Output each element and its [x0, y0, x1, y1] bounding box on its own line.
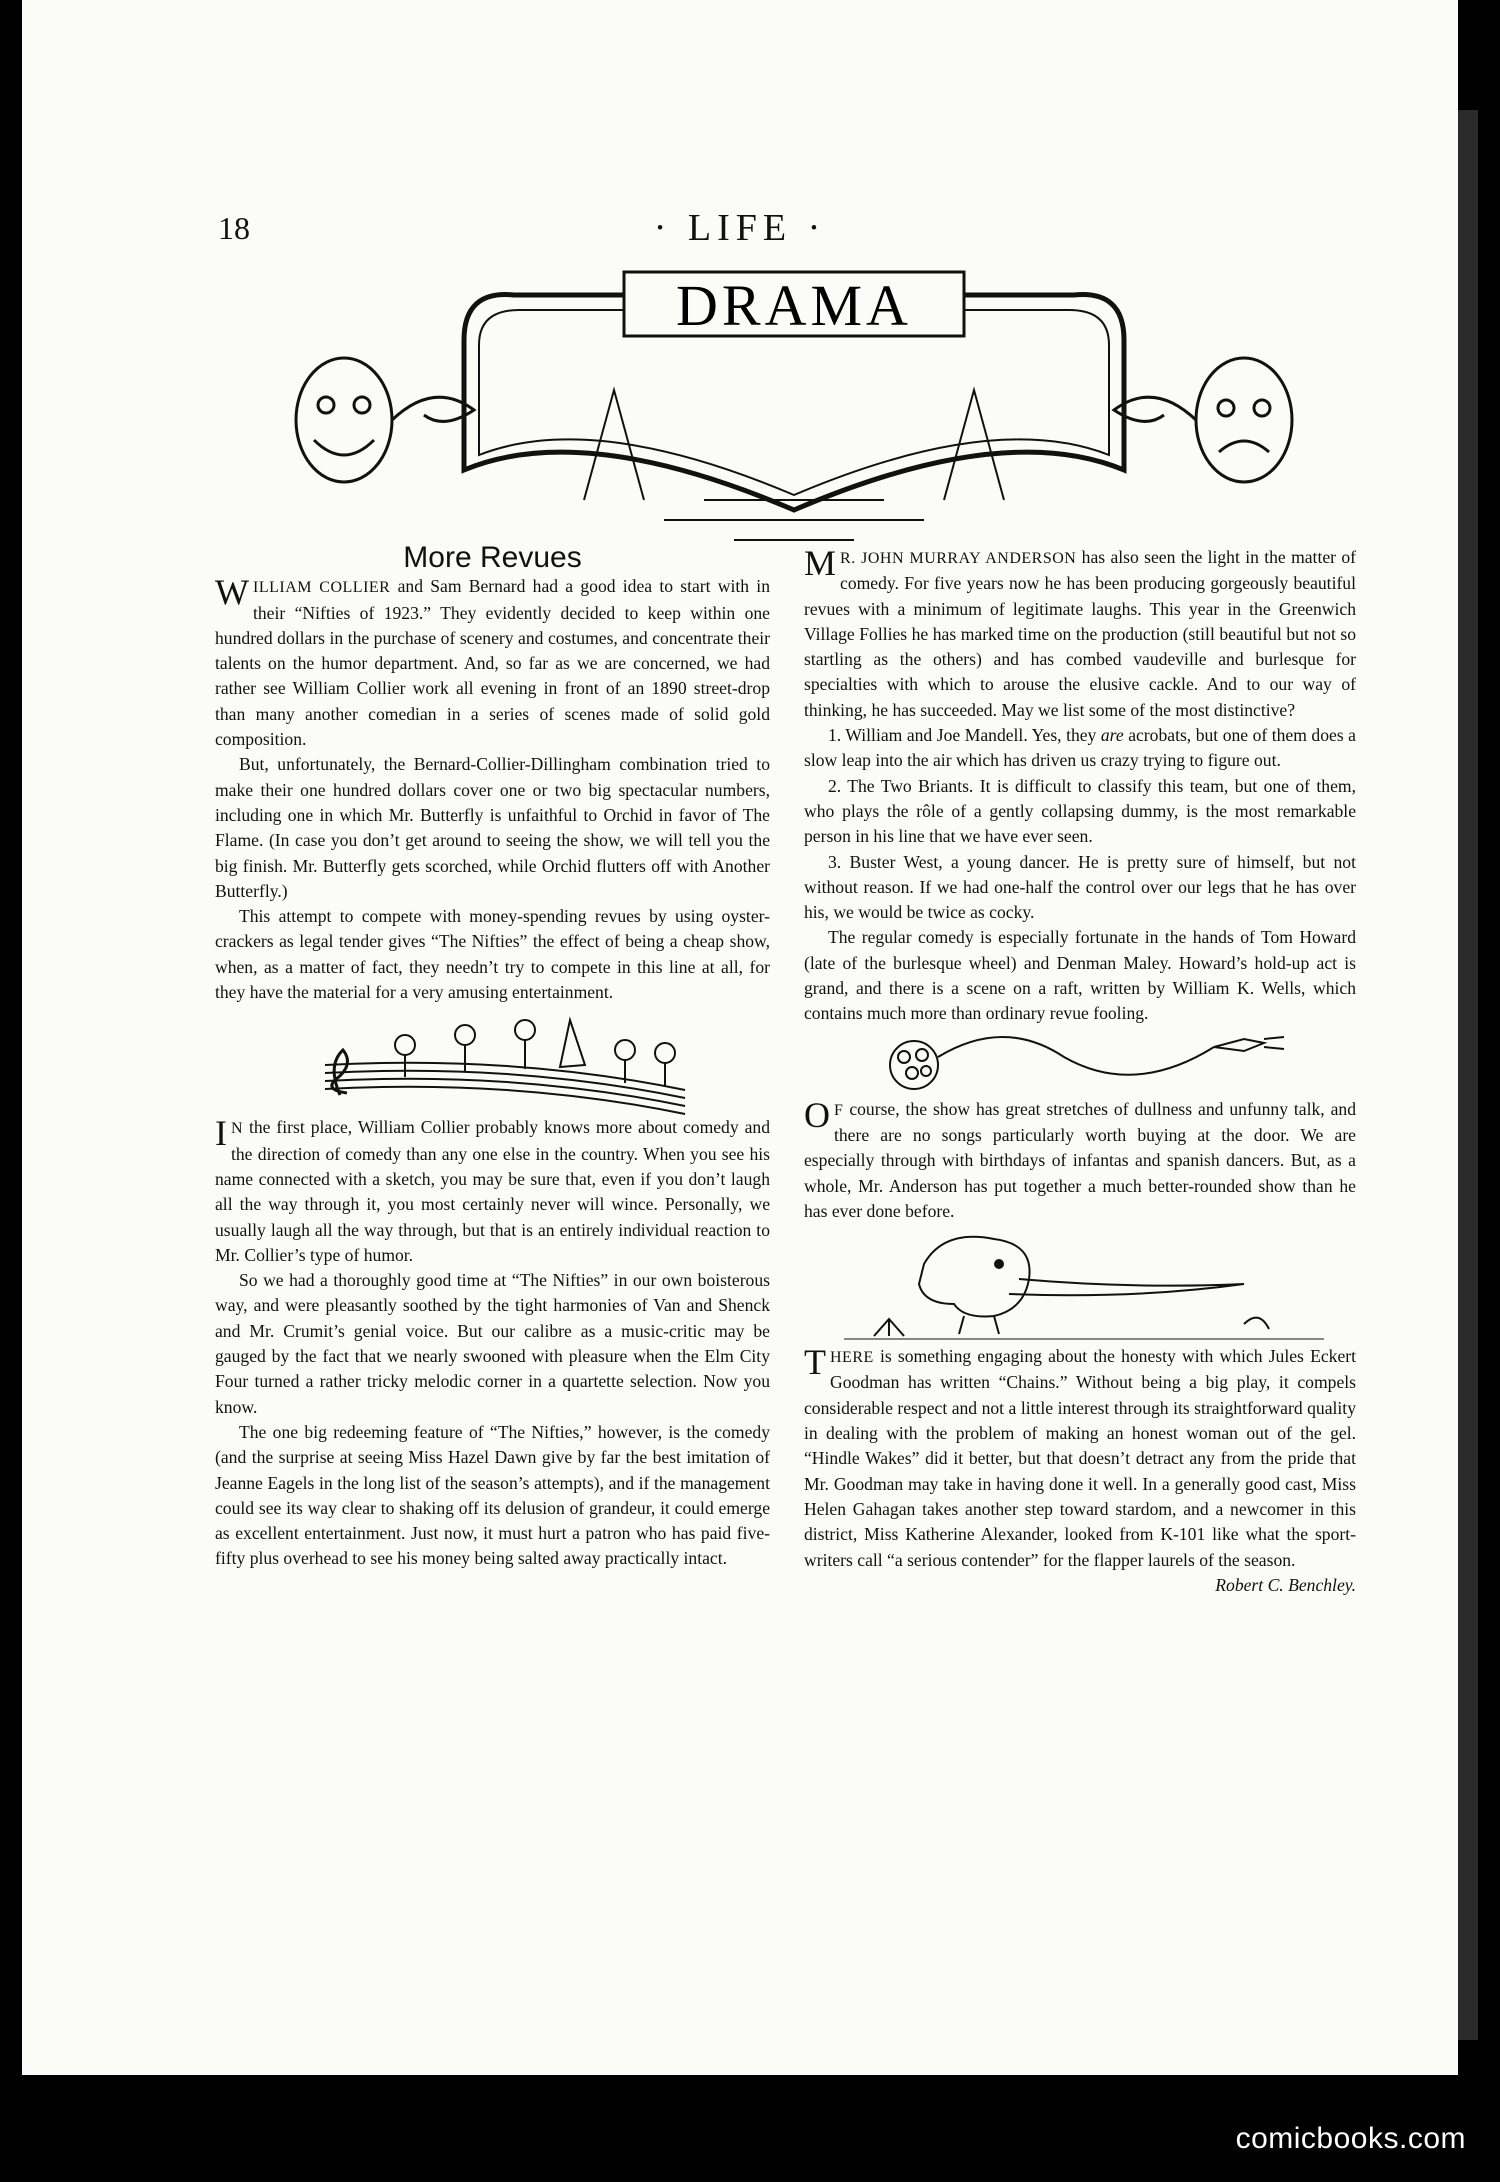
paragraph-text: and Sam Bernard had a good idea to start with in their “Nifties of 1923.” They evidently decided to keep within one hundred dollars in the purchase of scenery and costumes, and concentrate their talents on the humor department. And, so far as we are concerned, we had rather see William Collier work all evening in front of an 1890 street-drop than many another comedian in a series of scenes made of solid gold composition.	[215, 576, 770, 750]
paragraph: The regular comedy is especially fortunate in the hands of Tom Howard (late of the burlesque wheel) and Denman Maley. Howard’s hold-up act is grand, and there is a scene on a raft, written by William K. Wells, which contains much more than ordinary revue fooling.	[804, 927, 1356, 1024]
paragraph	[215, 1115, 770, 1268]
author-signature: Robert C. Benchley.	[1215, 1574, 1356, 1595]
comedy-mask-icon	[296, 358, 392, 482]
paragraph: So we had a thoroughly good time at “The Nifties” in our own boisterous way, and were pleasantly soothed by the tight harmonies of Van and Shenck and Mr. Crumit’s genial voice. But our calibre as a music-critic may be gauged by the fact that we nearly swooned with pleasure when the Elm City Four turned a rather tricky melodic corner in a quartette selection. Now you know.	[215, 1270, 770, 1417]
right-column	[804, 545, 1356, 1598]
paragraph-text: has also seen the light in the matter of comedy. For five years now he has been producing gorgeously beautiful revues with a minimum of legitimate laughs. This year in the Greenwich Village Follies he has marked time on the production (still beautiful but not so startling as the others) and has combed vaudeville and burlesque for specialties with which to arouse the elusive cackle. And to our way of thinking, he has succeeded. May we list some of the most distinctive?	[804, 547, 1357, 720]
left-column	[215, 541, 770, 1572]
paragraph: But, unfortunately, the Bernard-Collier-Dillingham combination tried to make their one hundred dollars cover one or two big spectacular numbers, including one in which Mr. Butterfly is unfaithful to Orchid in favor of The Flame. (In case you don’t get around to seeing the show, we will tell you the big finish. Mr. Butterfly gets scorched, while Orchid flutters off with Another Butterfly.)	[215, 754, 770, 901]
paragraph-text: is something engaging about the honesty with which Jules Eckert Goodman has written “Chains.” Without being a big play, it compels considerable respect and not a little interest through its straightforward quality in dealing with the problem of making an honest woman out of the gel. “Hindle Wakes” did it better, but that doesn’t detract any from the pride that Mr. Goodman may take in having done it well. In a generally good cast, Miss Helen Gahagan takes another step toward stardom, and a newcomer in this district, Miss Katherine Alexander, looked from K-101 like what the sport-writers call “a serious contender” for the flapper laurels of the season.	[804, 1346, 1356, 1570]
page-number: 18	[218, 210, 250, 246]
small-caps-lead: HERE	[830, 1349, 874, 1367]
paragraph	[804, 545, 1356, 723]
list-item: 3. Buster West, a young dancer. He is pretty sure of himself, but not without reason. If we had one-half the control over our legs that he has over his, we would be twice as cocky.	[804, 851, 1356, 923]
drop-cap: M	[804, 543, 837, 583]
banner-title: DRAMA	[676, 273, 912, 338]
paragraph-text: course, the show has great stretches of dullness and unfunny talk, and there are no songs particularly worth buying at the door. We are especially through with birthdays of infantas and spanish dancers. But, as a whole, Mr. Anderson has put together a much better-rounded show than he has ever done before.	[804, 1098, 1356, 1221]
small-caps-lead: R. JOHN MURRAY ANDERSON	[840, 550, 1077, 567]
elephant-icon	[919, 1237, 1030, 1317]
small-caps-lead: ILLIAM COLLIER	[252, 579, 391, 597]
paragraph: This attempt to compete with money-spending revues by using oyster-crackers as legal tender gives “The Nifties” the effect of being a cheap show, when, as a matter of fact, they needn’t try to compete in this line at all, for they have the material for a very amusing entertainment.	[215, 906, 770, 1003]
palm-tree-icon	[874, 1319, 904, 1336]
paragraph	[215, 574, 770, 752]
small-caps-lead: F	[834, 1101, 844, 1119]
drama-banner-illustration	[284, 270, 1304, 550]
masthead-title: · LIFE ·	[653, 207, 827, 249]
tragedy-mask-icon	[1196, 358, 1292, 482]
bouquet-icon	[890, 1041, 938, 1089]
small-creature-icon	[1244, 1318, 1269, 1329]
paragraph	[804, 1094, 1356, 1224]
drop-cap: O	[804, 1094, 830, 1135]
watermark-text: comicbooks.com	[1235, 2122, 1466, 2155]
page-edge	[1458, 110, 1478, 2040]
bouquet-ornament	[804, 1027, 1356, 1097]
paragraph-text: the first place, William Collier probably knows more about comedy and the direction of comedy than any one else in the country. When you see his name connected with a sketch, you may be sure that, even if you don’t laugh all the way through it, you most certainly never will wince. Personally, we usually laugh all the way through, but that is an entirely individual reaction to Mr. Collier’s type of humor.	[215, 1117, 770, 1265]
magazine-page	[22, 0, 1458, 2075]
drop-cap: W	[215, 572, 249, 613]
drop-cap: T	[804, 1342, 826, 1383]
list-item: 1. William and Joe Mandell. Yes, they are acrobats, but one of them does a slow leap into the air which has driven us crazy trying to figure out.	[804, 725, 1356, 771]
music-birds-ornament	[215, 1005, 770, 1115]
article-heading: More Revues	[403, 541, 582, 574]
small-caps-lead: N	[231, 1120, 244, 1138]
paragraph	[804, 1344, 1356, 1573]
elephant-ornament	[804, 1224, 1356, 1344]
paragraph: The one big redeeming feature of “The Nifties,” however, is the comedy (and the surprise at seeing Miss Hazel Dawn give by far the best imitation of Jeanne Eagels in the long list of the season’s attempts), and if the management could see its way clear to shaking off its delusion of grandeur, it could emerge as excellent entertainment. Just now, it must hurt a patron who has paid five-fifty plus overhead to see his money being salted away practically intact.	[215, 1421, 770, 1569]
drop-cap: I	[215, 1113, 227, 1154]
list-item: 2. The Two Briants. It is difficult to classify this team, but one of them, who plays the rôle of a gently collapsing dummy, is the most remarkable person in his line that we have ever seen.	[804, 775, 1356, 847]
hand-icon	[1214, 1039, 1264, 1051]
